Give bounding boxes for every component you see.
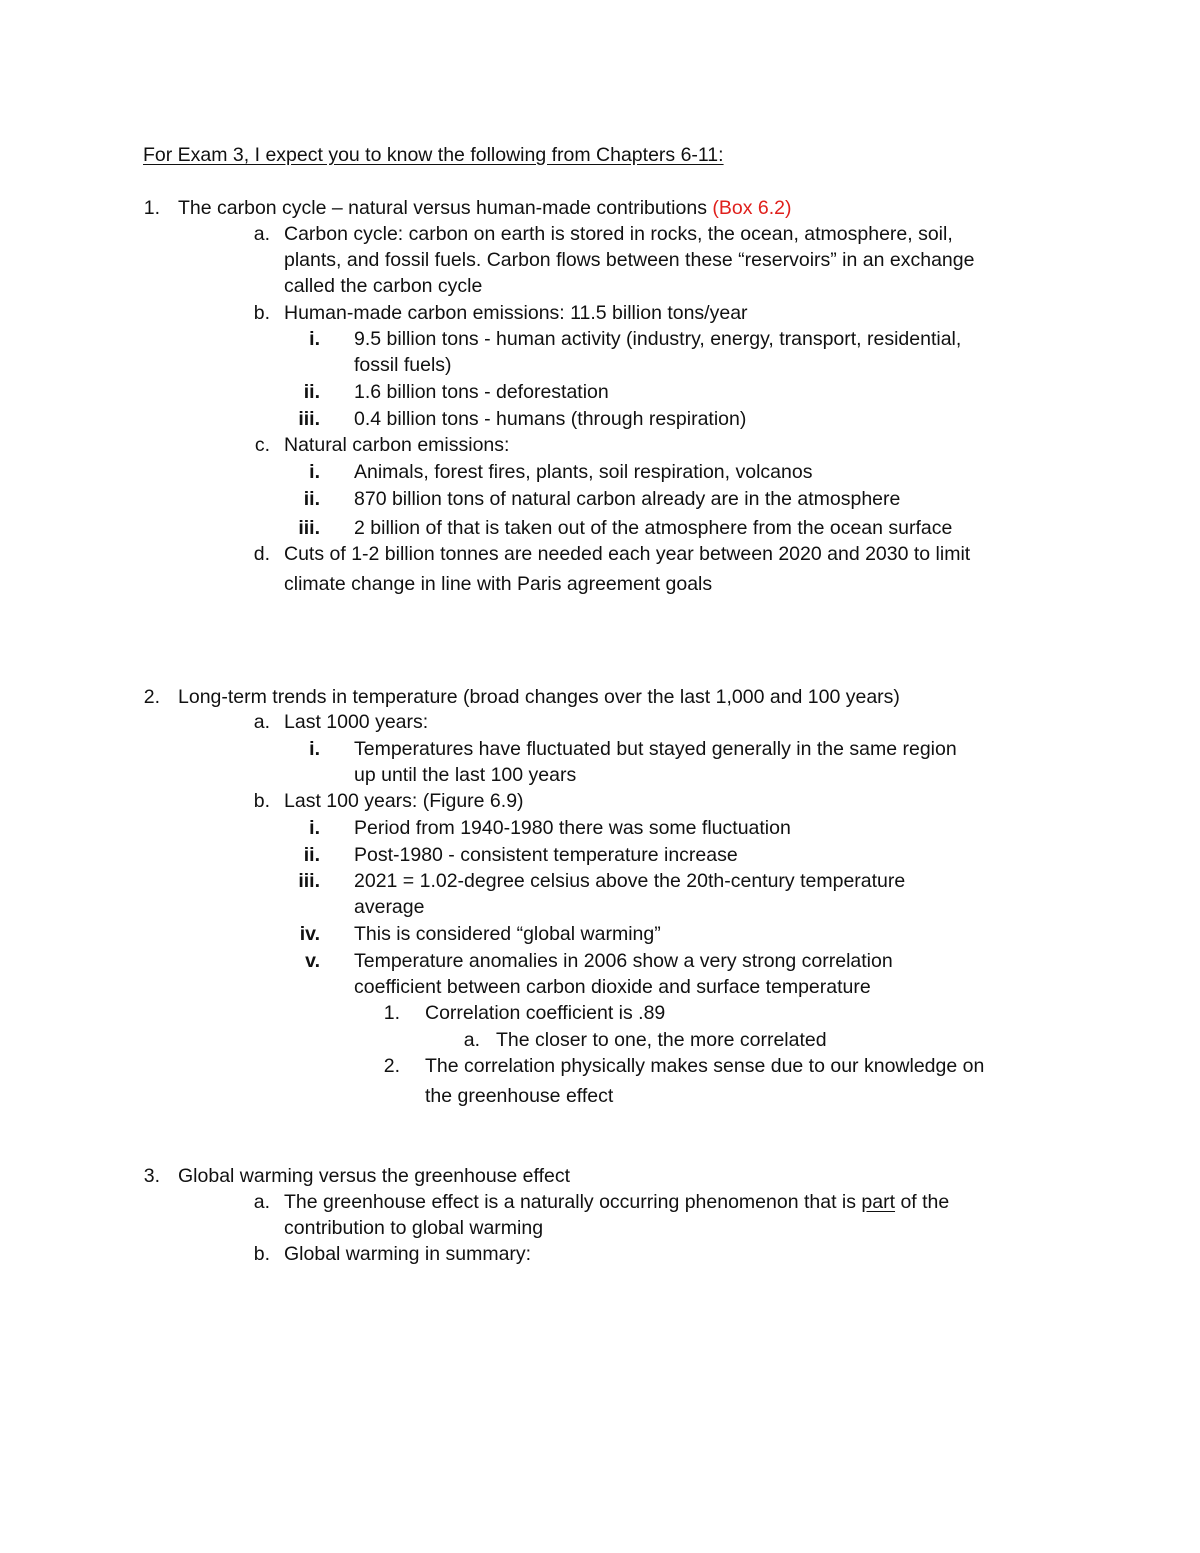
s2-b-ii-text: Post-1980 - consistent temperature increase [354, 844, 738, 866]
s2-b-v-line-1: Temperature anomalies in 2006 show a very strong correlation [354, 950, 893, 972]
s1-b-iii-text: 0.4 billion tons - humans (through respiration) [354, 408, 747, 430]
section-3-title: Global warming versus the greenhouse effect [178, 1165, 571, 1187]
s1-d-line-2: climate change in line with Paris agreement goals [284, 573, 713, 595]
s1-b-i-marker: i. [309, 328, 320, 350]
s2-a-i-marker: i. [309, 738, 320, 760]
section-1-number: 1. [143, 197, 160, 219]
section-1-title-text: The carbon cycle – natural versus human-made contributions [178, 197, 707, 219]
s1-b-ii-text: 1.6 billion tons - deforestation [354, 381, 609, 403]
section-3-number: 3. [143, 1165, 160, 1187]
s2-a-text: Last 1000 years: [284, 711, 429, 733]
s1-c-i-text: Animals, forest fires, plants, soil respiration, volcanos [354, 461, 813, 483]
s2-b-i-text: Period from 1940-1980 there was some fluctuation [354, 817, 791, 839]
s2-b-v-1-marker: 1. [383, 1002, 400, 1024]
s2-b-iii-line-1: 2021 = 1.02-degree celsius above the 20th-century temperature [354, 870, 906, 892]
s3-a-post: of the [895, 1191, 950, 1213]
section-1-box-reference: (Box 6.2) [712, 197, 792, 219]
s1-b-iii-marker: iii. [298, 408, 320, 430]
s2-b-v-line-2: coefficient between carbon dioxide and surface temperature [354, 976, 871, 998]
s1-a-line-3: called the carbon cycle [284, 275, 483, 297]
s1-c-i-marker: i. [309, 461, 320, 483]
s2-b-text: Last 100 years: (Figure 6.9) [284, 790, 524, 812]
s1-a-line-2: plants, and fossil fuels. Carbon flows between these “reservoirs” in an exchange [284, 249, 975, 271]
s2-b-iii-line-2: average [354, 896, 425, 918]
s2-b-v-1-a-marker: a. [463, 1029, 480, 1051]
page-heading: For Exam 3, I expect you to know the following from Chapters 6-11: [143, 144, 724, 166]
s1-d-marker: d. [253, 543, 270, 565]
s2-b-iii-marker: iii. [298, 870, 320, 892]
s2-b-v-1-text: Correlation coefficient is .89 [425, 1002, 666, 1024]
s2-b-iv-marker: iv. [299, 923, 320, 945]
s1-d-line-1: Cuts of 1-2 billion tonnes are needed each year between 2020 and 2030 to limit [284, 543, 971, 565]
s3-a-line-1 [284, 1190, 949, 1214]
s3-a-marker: a. [253, 1191, 270, 1213]
section-1-title [178, 196, 791, 220]
s3-a-pre: The greenhouse effect is a naturally occurring phenomenon that is [284, 1191, 862, 1213]
s2-a-marker: a. [253, 711, 270, 733]
s2-a-i-line-1: Temperatures have fluctuated but stayed generally in the same region [354, 738, 957, 760]
s3-a-line-2: contribution to global warming [284, 1217, 544, 1239]
s3-b-marker: b. [253, 1243, 270, 1265]
s3-b-text: Global warming in summary: [284, 1243, 532, 1265]
s1-b-i-line-1: 9.5 billion tons - human activity (industry, energy, transport, residential, [354, 328, 962, 350]
s2-b-v-2-line-1: The correlation physically makes sense due to our knowledge on [425, 1055, 985, 1077]
s2-b-v-1-a-text: The closer to one, the more correlated [496, 1029, 827, 1051]
s2-b-v-marker: v. [305, 950, 320, 972]
s2-b-marker: b. [253, 790, 270, 812]
s1-c-iii-marker: iii. [298, 517, 320, 539]
section-2-title: Long-term trends in temperature (broad changes over the last 1,000 and 100 years) [178, 686, 900, 708]
s1-c-text: Natural carbon emissions: [284, 434, 510, 456]
section-2-number: 2. [143, 686, 160, 708]
s1-c-ii-marker: ii. [303, 488, 320, 510]
s3-a-emphasis: part [861, 1191, 896, 1213]
s1-c-ii-text: 870 billion tons of natural carbon already are in the atmosphere [354, 488, 901, 510]
s1-b-text: Human-made carbon emissions: 11.5 billion tons/year [284, 302, 748, 324]
s1-c-marker: c. [254, 434, 270, 456]
s1-b-ii-marker: ii. [303, 381, 320, 403]
s1-b-marker: b. [253, 302, 270, 324]
s1-c-iii-text: 2 billion of that is taken out of the atmosphere from the ocean surface [354, 517, 953, 539]
s2-b-iv-text: This is considered “global warming” [354, 923, 661, 945]
s1-a-line-1: Carbon cycle: carbon on earth is stored in rocks, the ocean, atmosphere, soil, [284, 223, 953, 245]
s1-b-i-line-2: fossil fuels) [354, 354, 452, 376]
s2-b-ii-marker: ii. [303, 844, 320, 866]
s2-b-v-2-marker: 2. [383, 1055, 400, 1077]
s2-a-i-line-2: up until the last 100 years [354, 764, 577, 786]
s1-a-marker: a. [253, 223, 270, 245]
s2-b-v-2-line-2: the greenhouse effect [425, 1085, 614, 1107]
s2-b-i-marker: i. [309, 817, 320, 839]
